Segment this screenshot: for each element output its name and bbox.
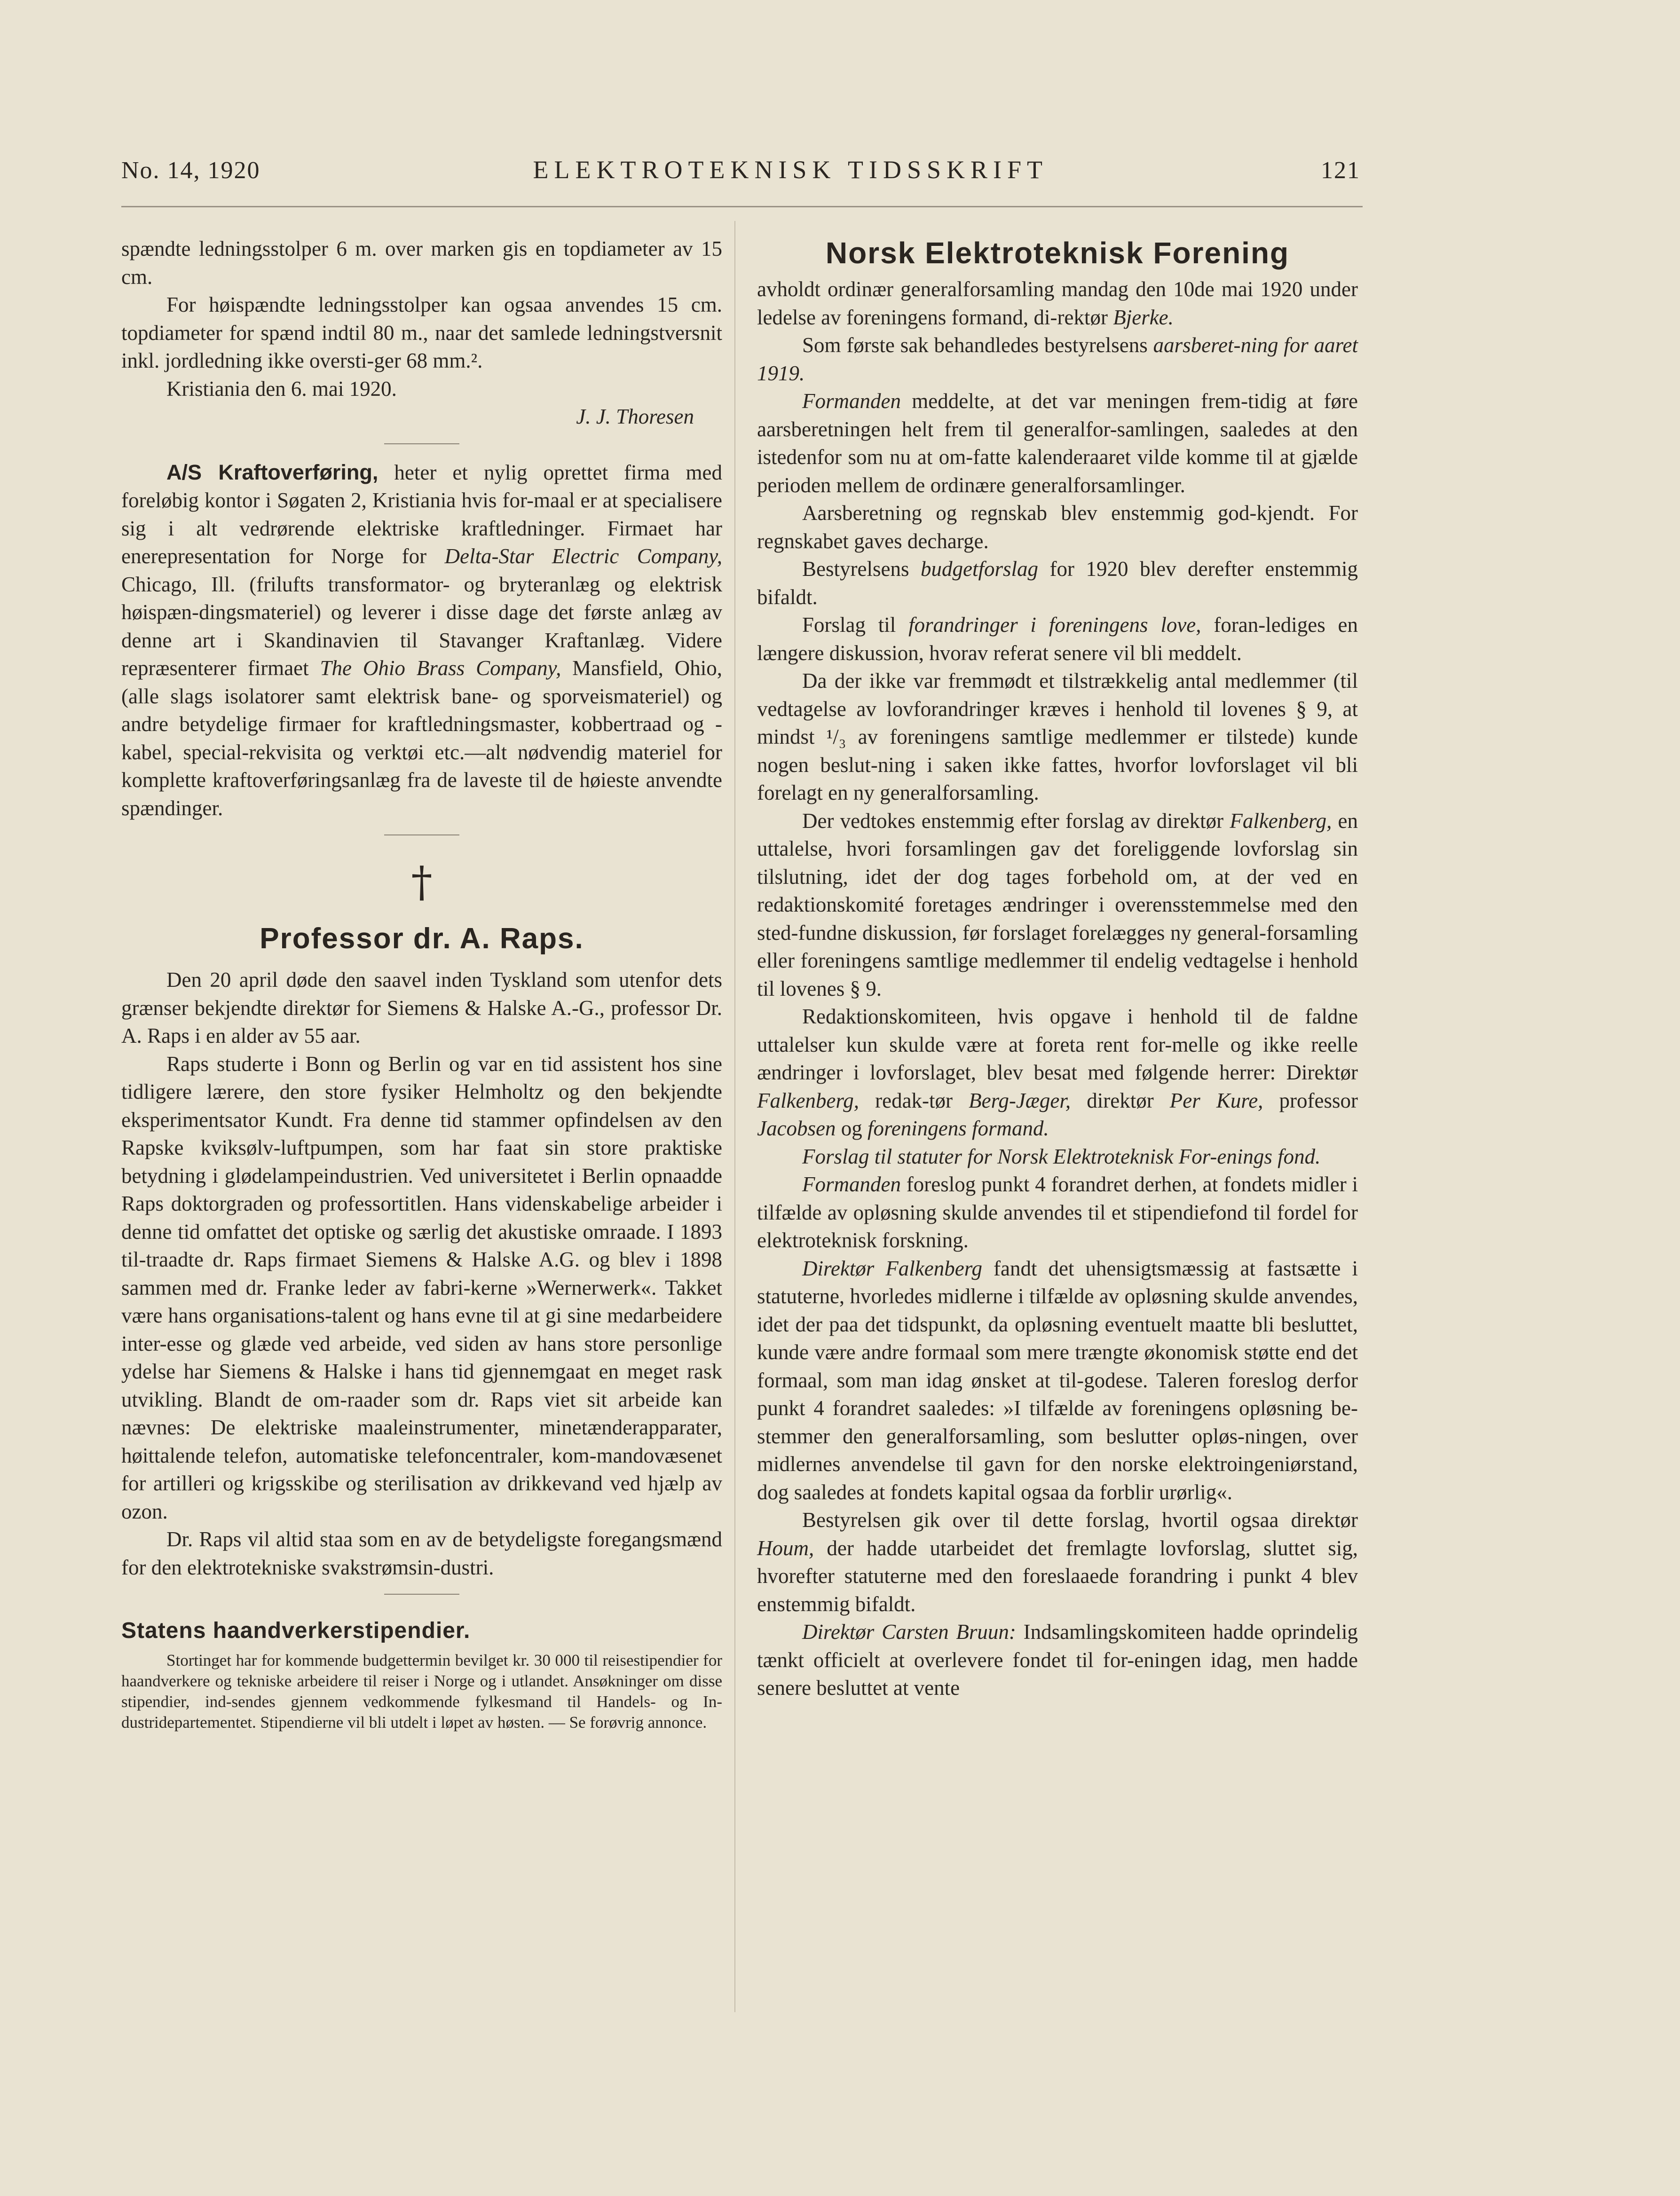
kraftoverforing-notice	[121, 458, 722, 823]
paragraph	[757, 611, 1358, 667]
paragraph	[757, 555, 1358, 611]
separator	[384, 1594, 459, 1595]
name-italic: Formanden	[802, 389, 901, 413]
obituary-title: Professor dr. A. Raps.	[260, 922, 584, 955]
name-italic: Falkenberg,	[757, 1088, 860, 1112]
page-header	[121, 155, 1360, 188]
statens-notice: Stortinget har for kommende budgettermin bevilget kr. 30 000 til reisestipendier for haandverkere og tekniske arbeidere til reiser i Norge og i utlandet. Ansøkninger om disse stipendier, ind-sendes gjennem vedkommende fylkesmand til Handels- og In-dustridepartementet. Stipendierne vil bli utdelt i løpet av høsten. — Se forøvrig annonce.	[121, 1651, 722, 1732]
name-italic: Per Kure,	[1169, 1088, 1263, 1112]
paragraph	[757, 387, 1358, 499]
text-run: Mansfield, Ohio, (alle slags isolatorer samt elektrisk bane- og sporveismateriel) og andre betydelige firmaer for kraftledningsmaster, kobbertraad og -kabel, special-rekvisita og verktøi etc.—alt nødvendig materiel for komplette kraftoverføringsanlæg fra de laveste til de høieste anvendte spændinger.	[121, 656, 722, 820]
section-title: Norsk Elektroteknisk Forening	[825, 236, 1290, 270]
name-italic: Formanden	[802, 1173, 901, 1196]
name-italic: Direktør Carsten Bruun:	[802, 1620, 1016, 1644]
company-name-italic: The Ohio Brass Company,	[320, 656, 561, 680]
text-run: avholdt ordinær generalforsamling mandag den 10de mai 1920 under ledelse av foreningens formand, di-rektør	[757, 277, 1358, 329]
paragraph	[757, 1506, 1358, 1618]
paragraph	[757, 1255, 1358, 1507]
paragraph: spændte ledningsstolper 6 m. over marken gis en topdiameter av 15 cm.	[121, 237, 722, 289]
signature: J. J. Thoresen	[576, 405, 694, 428]
text-run: Som første sak behandledes bestyrelsens	[802, 333, 1153, 357]
text-run: Forslag til	[802, 613, 909, 637]
paragraph	[757, 275, 1358, 331]
company-name-italic: Delta-Star Electric Company,	[444, 544, 722, 568]
page-number: 121	[1321, 157, 1360, 184]
paragraph: Da der ikke var fremmødt et tilstrækkelig antal medlemmer (til vedtagelse av lovforandringer kræves i henhold til lovenes § 9, at mindst ¹/₃ av foreningens samtlige medlemmer er tilstede) kunde nogen beslut-ning i saken ikke fattes, hvorfor lovforslaget vil bli forelagt en ny generalforsamling.	[757, 669, 1358, 804]
text-run: foreslog punkt 4 forandret derhen, at fondets midler i tilfælde av opløsning skulde anvendes til et stipendiefond til fordel for elektroteknisk forskning.	[757, 1173, 1358, 1252]
text-run: fandt det uhensigtsmæssig at fastsætte i statuterne, hvorledes midlerne i tilfælde av opløsning skulde anvendes, idet der paa det tidspunkt, da opløsning eventuelt maatte bli besluttet, kunde være andre formaal som mere trængte økonomisk støtte end det formaal, som man idag ønsket at til-godese. Taleren foreslog derfor punkt 4 forandret saaledes: »I tilfælde av foreningens opløsning be-stemmer den generalforsamling, som beslutter opløs-ningen, over midlernes anvendelse til gavn for den norske elektroingeniørstand, dog saaledes at fondets kapital ogsaa da forblir urørlig«.	[757, 1256, 1358, 1504]
text-run: Indsamlingskomiteen hadde oprindelig tænkt officielt at overlevere fondet til for-eningen idag, men hadde senere besluttet at vente	[757, 1620, 1358, 1700]
name-italic: Berg-Jæger,	[969, 1088, 1071, 1112]
text-run: en uttalelse, hvori forsamlingen gav det foreliggende lovforslag sin tilslutning, idet der dog tages forbehold om, at der ved en redaktionskomité foretages ændringer i overensstemmelse med den sted-fundne diskussion, før forslaget forelægges ny general-forsamling eller foreningens samtlige medlemmer til endelig vedtagelse i henhold til lovenes § 9.	[757, 809, 1358, 1000]
text-run: og	[836, 1117, 868, 1140]
text-run: Chicago, Ill. (frilufts transformator- og bryteranlæg og elektrisk høispæn-dingsmateriel) og leverer i disse dage det første anlæg av denne art i Skandinavien til Stavanger Kraftanlæg. Videre repræsenterer firmaet	[121, 572, 722, 680]
issue-number: No. 14, 1920	[121, 157, 260, 184]
text-run: Bestyrelsens	[802, 557, 921, 581]
header-rule	[121, 206, 1363, 207]
name-italic: Bjerke.	[1113, 305, 1174, 329]
paragraph: Aarsberetning og regnskab blev enstemmig god-kjendt. For regnskabet gaves decharge.	[757, 501, 1358, 553]
journal-title: ELEKTROTEKNISK TIDSSKRIFT	[533, 156, 1049, 184]
paragraph	[757, 1618, 1358, 1702]
cross-icon: †	[411, 858, 433, 907]
text-run: Bestyrelsen gik over til dette forslag, hvortil ogsaa direktør	[802, 1508, 1358, 1532]
italic-run: aarsberet-ning for aaret 1919.	[757, 333, 1358, 385]
text-run: Redaktionskomiteen, hvis opgave i henhold til de faldne uttalelser kun skulde være at foreta rent for-melle og ikke reelle ændringer i lovforslaget, blev besat med følgende herrer: Direktør	[757, 1005, 1358, 1084]
name-italic: Houm,	[757, 1536, 814, 1560]
name-italic: foreningens formand.	[867, 1117, 1049, 1140]
text-run: der hadde utarbeidet det fremlagte lovforslag, sluttet sig, hvorefter statuterne med den foreslaaede forandring i punkt 4 blev enstemmig bifaldt.	[757, 1536, 1358, 1616]
paragraph: Dr. Raps vil altid staa som en av de betydeligste foregangsmænd for den elektrotekniske svakstrømsin-dustri.	[121, 1527, 722, 1579]
text-run: direktør	[1071, 1088, 1170, 1112]
company-name: A/S Kraftoverføring,	[166, 460, 379, 484]
left-column	[121, 235, 722, 1733]
name-italic: Jacobsen	[757, 1117, 836, 1140]
paragraph: Raps studerte i Bonn og Berlin og var en tid assistent hos sine tidligere lærere, den store fysiker Helmholtz og den bekjendte eksperimentsator Kundt. Fra denne tid stammer opfindelsen av den Rapske kviksølv-luftpumpen, som har faat sin store praktiske betydning i glødelampeindustrien. Ved universitetet i Berlin opnaadde Raps doktorgraden og professortitlen. Hans videnskabelige arbeider i denne tid omfattet det optiske og særlig det akustiske omraade. I 1893 til-traadte dr. Raps firmaet Siemens & Halske A.G. og blev i 1898 sammen med dr. Franke leder av fabri-kerne »Wernerwerk«. Takket være hans organisations-talent og hans evne til at gi sine medarbeidere inter-esse og glæde ved arbeide, ved siden av hans store personlige ydelse har Siemens & Halske i hans tid gjennemgaat en meget rask utvikling. Blandt de om-raader som dr. Raps viet sit arbeide kan nævnes: De elektriske maaleinstrumenter, minetænderapparater, høittalende telefon, automatiske telefoncentraler, kom-mandovæsenet for artilleri og krigsskibe og sterilisation av drikkevand ved hjælp av ozon.	[121, 1052, 722, 1523]
text-run: Der vedtokes enstemmig efter forslag av direktør	[802, 809, 1230, 833]
italic-run: budgetforslag	[921, 557, 1039, 581]
separator	[384, 443, 459, 444]
text-run: heter et nylig oprettet firma med foreløbig kontor i Søgaten 2, Kristiania hvis for-maal er at specialisere sig i alt vedrørende elektriske kraftledninger. Firmaet har enerepresentation for Norge for	[121, 460, 722, 568]
text-run: for 1920 blev derefter enstemmig bifaldt.	[757, 557, 1358, 609]
paragraph	[757, 807, 1358, 1003]
right-column	[757, 234, 1358, 1702]
name-italic: Falkenberg,	[1230, 809, 1332, 833]
name-italic: Direktør Falkenberg	[802, 1256, 983, 1280]
text-run: foran-lediges en længere diskussion, hvorav referat senere vil bli meddelt.	[757, 613, 1358, 665]
statens-title: Statens haandverkerstipendier.	[121, 1618, 471, 1643]
text-run: meddelte, at det var meningen frem-tidig at føre aarsberetningen helt frem til generalfor-samlingen, saaledes at den istedenfor som nu at om-fatte kalenderaaret vilde komme til at gjælde perioden mellem de ordinære generalforsamlinger.	[757, 389, 1358, 497]
text-run: professor	[1263, 1088, 1358, 1112]
paragraph	[757, 1143, 1358, 1171]
separator	[384, 834, 459, 835]
paragraph: Den 20 april døde den saavel inden Tyskland som utenfor dets grænser bekjendte direktør for Siemens & Halske A.-G., professor Dr. A. Raps i en alder av 55 aar.	[121, 968, 722, 1047]
column-divider	[734, 221, 735, 2012]
paragraph	[757, 1003, 1358, 1143]
text-run: redak-tør	[859, 1088, 969, 1112]
paragraph: For høispændte ledningsstolper kan ogsaa anvendes 15 cm. topdiameter for spænd indtil 80 m., naar det samlede ledningstversnit inkl. jordledning ikke oversti-ger 68 mm.².	[121, 293, 722, 372]
italic-run: forandringer i foreningens love,	[908, 613, 1201, 637]
paragraph	[757, 1171, 1358, 1255]
paragraph	[757, 331, 1358, 387]
italic-run: Forslag til statuter for Norsk Elektroteknisk For-enings fond.	[802, 1144, 1321, 1168]
place-date: Kristiania den 6. mai 1920.	[166, 377, 397, 401]
